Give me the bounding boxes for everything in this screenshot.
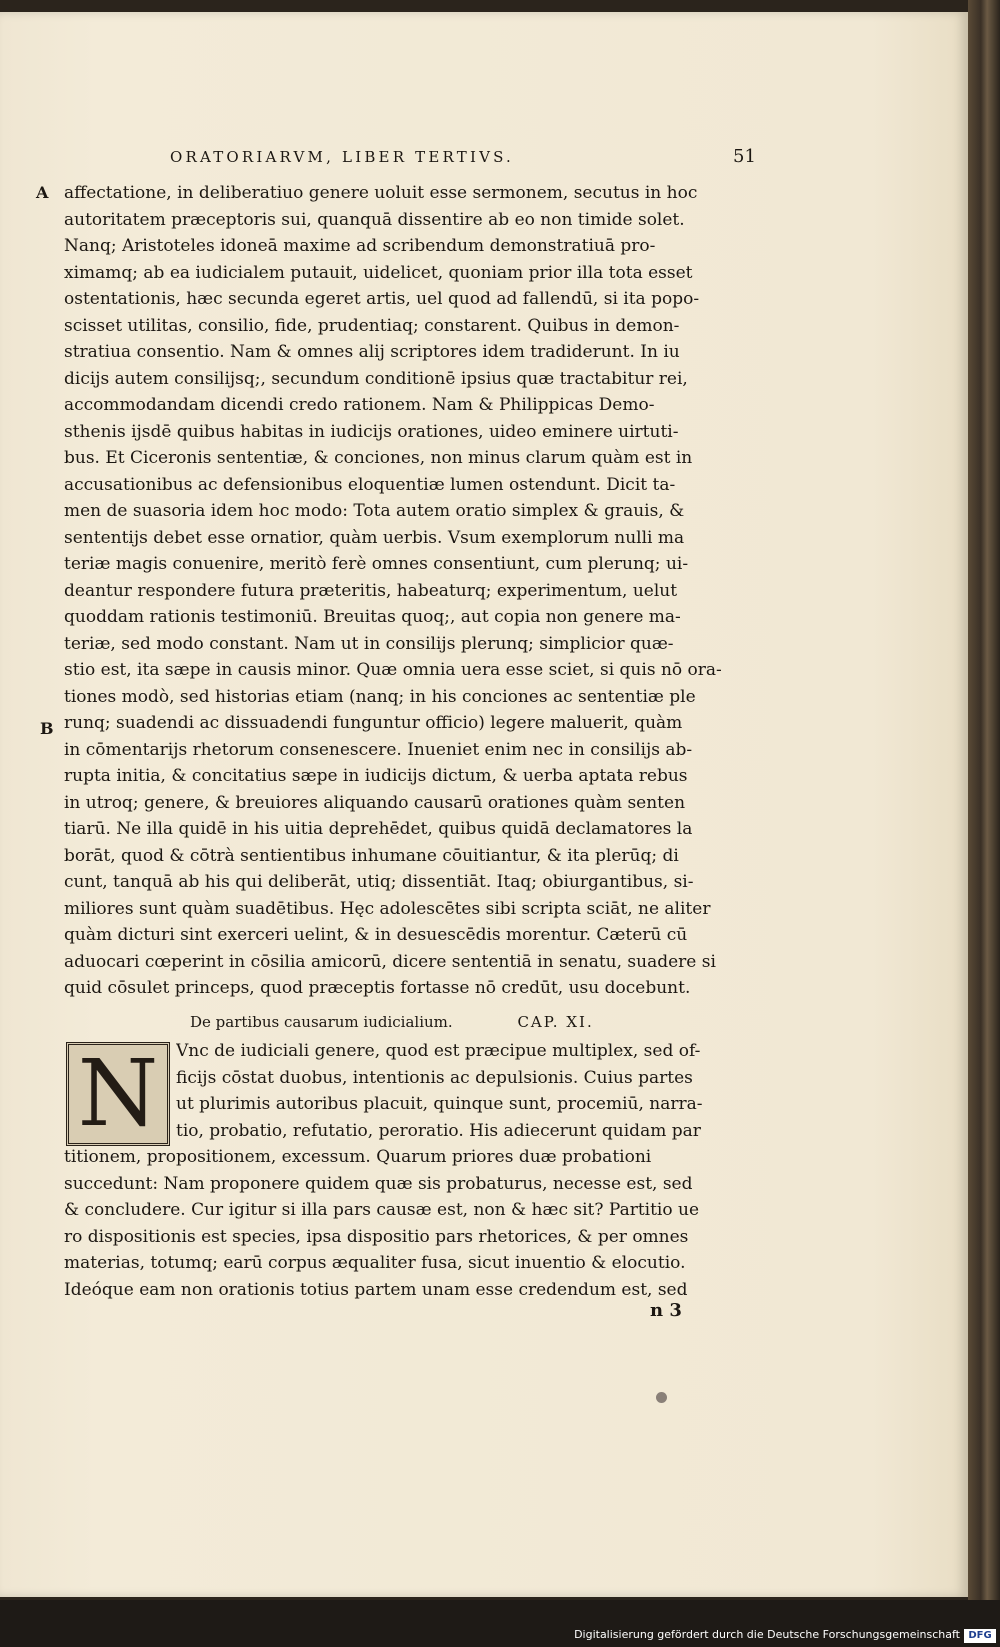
text-line: ficijs cōstat duobus, intentionis ac depulsionis. Cuius partes (176, 1067, 693, 1088)
text-line: scisset utilitas, consilio, fide, prudentiaq; constarent. Quibus in demon- (64, 315, 680, 336)
text-line: sententijs debet esse ornatior, quàm uerbis. Vsum exemplorum nulli ma (64, 527, 685, 548)
text-line: ro dispositionis est species, ipsa dispositio pars rhetorices, & per omnes (64, 1226, 689, 1247)
text-line: accusationibus ac defensionibus eloquentiæ lumen ostendunt. Dicit ta- (64, 474, 676, 495)
chapter-heading (190, 1013, 594, 1031)
text-line: aduocari cœperint in cōsilia amicorū, dicere sententiā in senatu, suadere si (64, 951, 716, 972)
text-line: materias, totumq; earū corpus æqualiter fusa, sicut inuentio & elocutio. (64, 1253, 686, 1273)
text-line: borāt, quod & cōtrà sentientibus inhumane cōuitiantur, & ita plerūq; di (64, 845, 679, 866)
paper-spot (656, 1392, 667, 1403)
margin-marker-b: B (40, 719, 54, 738)
text-line: in cōmentarijs rhetorum consenescere. Inueniet enim nec in consilijs ab- (64, 739, 693, 760)
text-line: sthenis ijsdē quibus habitas in iudicijs orationes, uideo eminere uirtuti- (64, 421, 679, 442)
text-line: quàm dicturi sint exerceri uelint, & in desuescēdis morentur. Cæterū cū (64, 925, 688, 945)
text-line: succedunt: Nam proponere quidem quæ sis probaturus, necesse est, sed (64, 1173, 693, 1194)
text-line: bus. Et Ciceronis sententiæ, & conciones, non minus clarum quàm est in (64, 448, 693, 468)
chapter-number: CAP. XI. (517, 1013, 594, 1031)
signature-mark: n 3 (650, 1300, 682, 1321)
text-line: stio est, ita sæpe in causis minor. Quæ omnia uera esse sciet, si quis nō ora- (64, 660, 722, 680)
footer-bar (0, 1600, 1000, 1647)
text-line: & concludere. Cur igitur si illa pars causæ est, non & hæc sit? Partitio ue (64, 1200, 700, 1220)
text-line: tiones modò, sed historias etiam (nanq; in his conciones ac sententiæ ple (64, 686, 696, 707)
text-line: ostentationis, hæc secunda egeret artis, uel quod ad fallendū, si ita popo- (64, 289, 700, 309)
text-line: autoritatem præceptoris sui, quanquā dissentire ab eo non timide solet. (64, 209, 685, 230)
text-line: cunt, tanquā ab his qui deliberāt, utiq; dissentiāt. Itaq; obiurgantibus, si- (64, 872, 694, 892)
text-line: affectatione, in deliberatiuo genere uoluit esse sermonem, secutus in hoc (64, 183, 698, 203)
dfg-logo: DFG (964, 1629, 996, 1643)
initial-adjacent-text (176, 1038, 760, 1144)
text-line: quid cōsulet princeps, quod præceptis fortasse nō credūt, usu docebunt. (64, 978, 691, 998)
page-number: 51 (733, 146, 756, 167)
book-spine-edge (968, 0, 1000, 1600)
text-line: teriæ magis conuenire, meritò ferè omnes consentiunt, cum plerunq; ui- (64, 554, 689, 574)
text-line: in utroq; genere, & breuiores aliquando causarū orationes quàm senten (64, 792, 686, 813)
text-line: tiarū. Ne illa quidē in his uitia deprehēdet, quibus quidā declamatores la (64, 819, 693, 839)
text-line: Nanq; Aristoteles idoneā maxime ad scribendum demonstratiuā pro- (64, 236, 656, 256)
running-head: ORATORIARVM, LIBER TERTIVS. (170, 148, 515, 166)
decorated-initial (66, 1042, 170, 1146)
chapter-text (64, 1144, 754, 1303)
text-line: deantur respondere futura præteritis, habeaturq; experimentum, uelut (64, 580, 678, 601)
text-line: accommodandam dicendi credo rationem. Nam & Philippicas Demo- (64, 395, 655, 415)
text-line: Ideóque eam non orationis totius partem unam esse credendum est, sed (64, 1279, 688, 1300)
text-line: titionem, propositionem, excessum. Quarum priores duæ probationi (64, 1147, 652, 1167)
text-line: ut plurimis autoribus placuit, quinque sunt, procemiū, narra- (176, 1094, 703, 1114)
text-line: dicijs autem consilijsq;, secundum conditionē ipsius quæ tractabitur rei, (64, 368, 688, 389)
initial-letter: N (77, 1040, 159, 1147)
text-line: stratiua consentio. Nam & omnes alij scriptores idem tradiderunt. In iu (64, 342, 680, 362)
text-line: rupta initia, & concitatius sæpe in iudicijs dictum, & uerba aptata rebus (64, 766, 688, 786)
text-line: runq; suadendi ac dissuadendi funguntur officio) legere maluerit, quàm (64, 713, 683, 733)
text-line: tio, probatio, refutatio, peroratio. His adiecerunt quidam par (176, 1120, 701, 1141)
text-line: men de suasoria idem hoc modo: Tota autem oratio simplex & grauis, & (64, 501, 685, 521)
chapter-title: De partibus causarum iudicialium. (190, 1013, 453, 1031)
text-line: teriæ, sed modo constant. Nam ut in consilijs plerunq; simplicior quæ- (64, 633, 674, 654)
text-line: Vnc de iudiciali genere, quod est præcipue multiplex, sed of- (176, 1041, 701, 1061)
footer-credit: Digitalisierung gefördert durch die Deutsche Forschungsgemeinschaft (574, 1628, 960, 1641)
text-line: quoddam rationis testimoniū. Breuitas quoq;, aut copia non genere ma- (64, 607, 681, 627)
margin-marker-a: A (36, 183, 49, 202)
body-text (64, 180, 754, 1002)
text-line: ximamq; ab ea iudicialem putauit, uidelicet, quoniam prior illa tota esset (64, 262, 693, 283)
text-line: miliores sunt quàm suadētibus. Hęc adolescētes sibi scripta sciāt, ne aliter (64, 898, 711, 919)
